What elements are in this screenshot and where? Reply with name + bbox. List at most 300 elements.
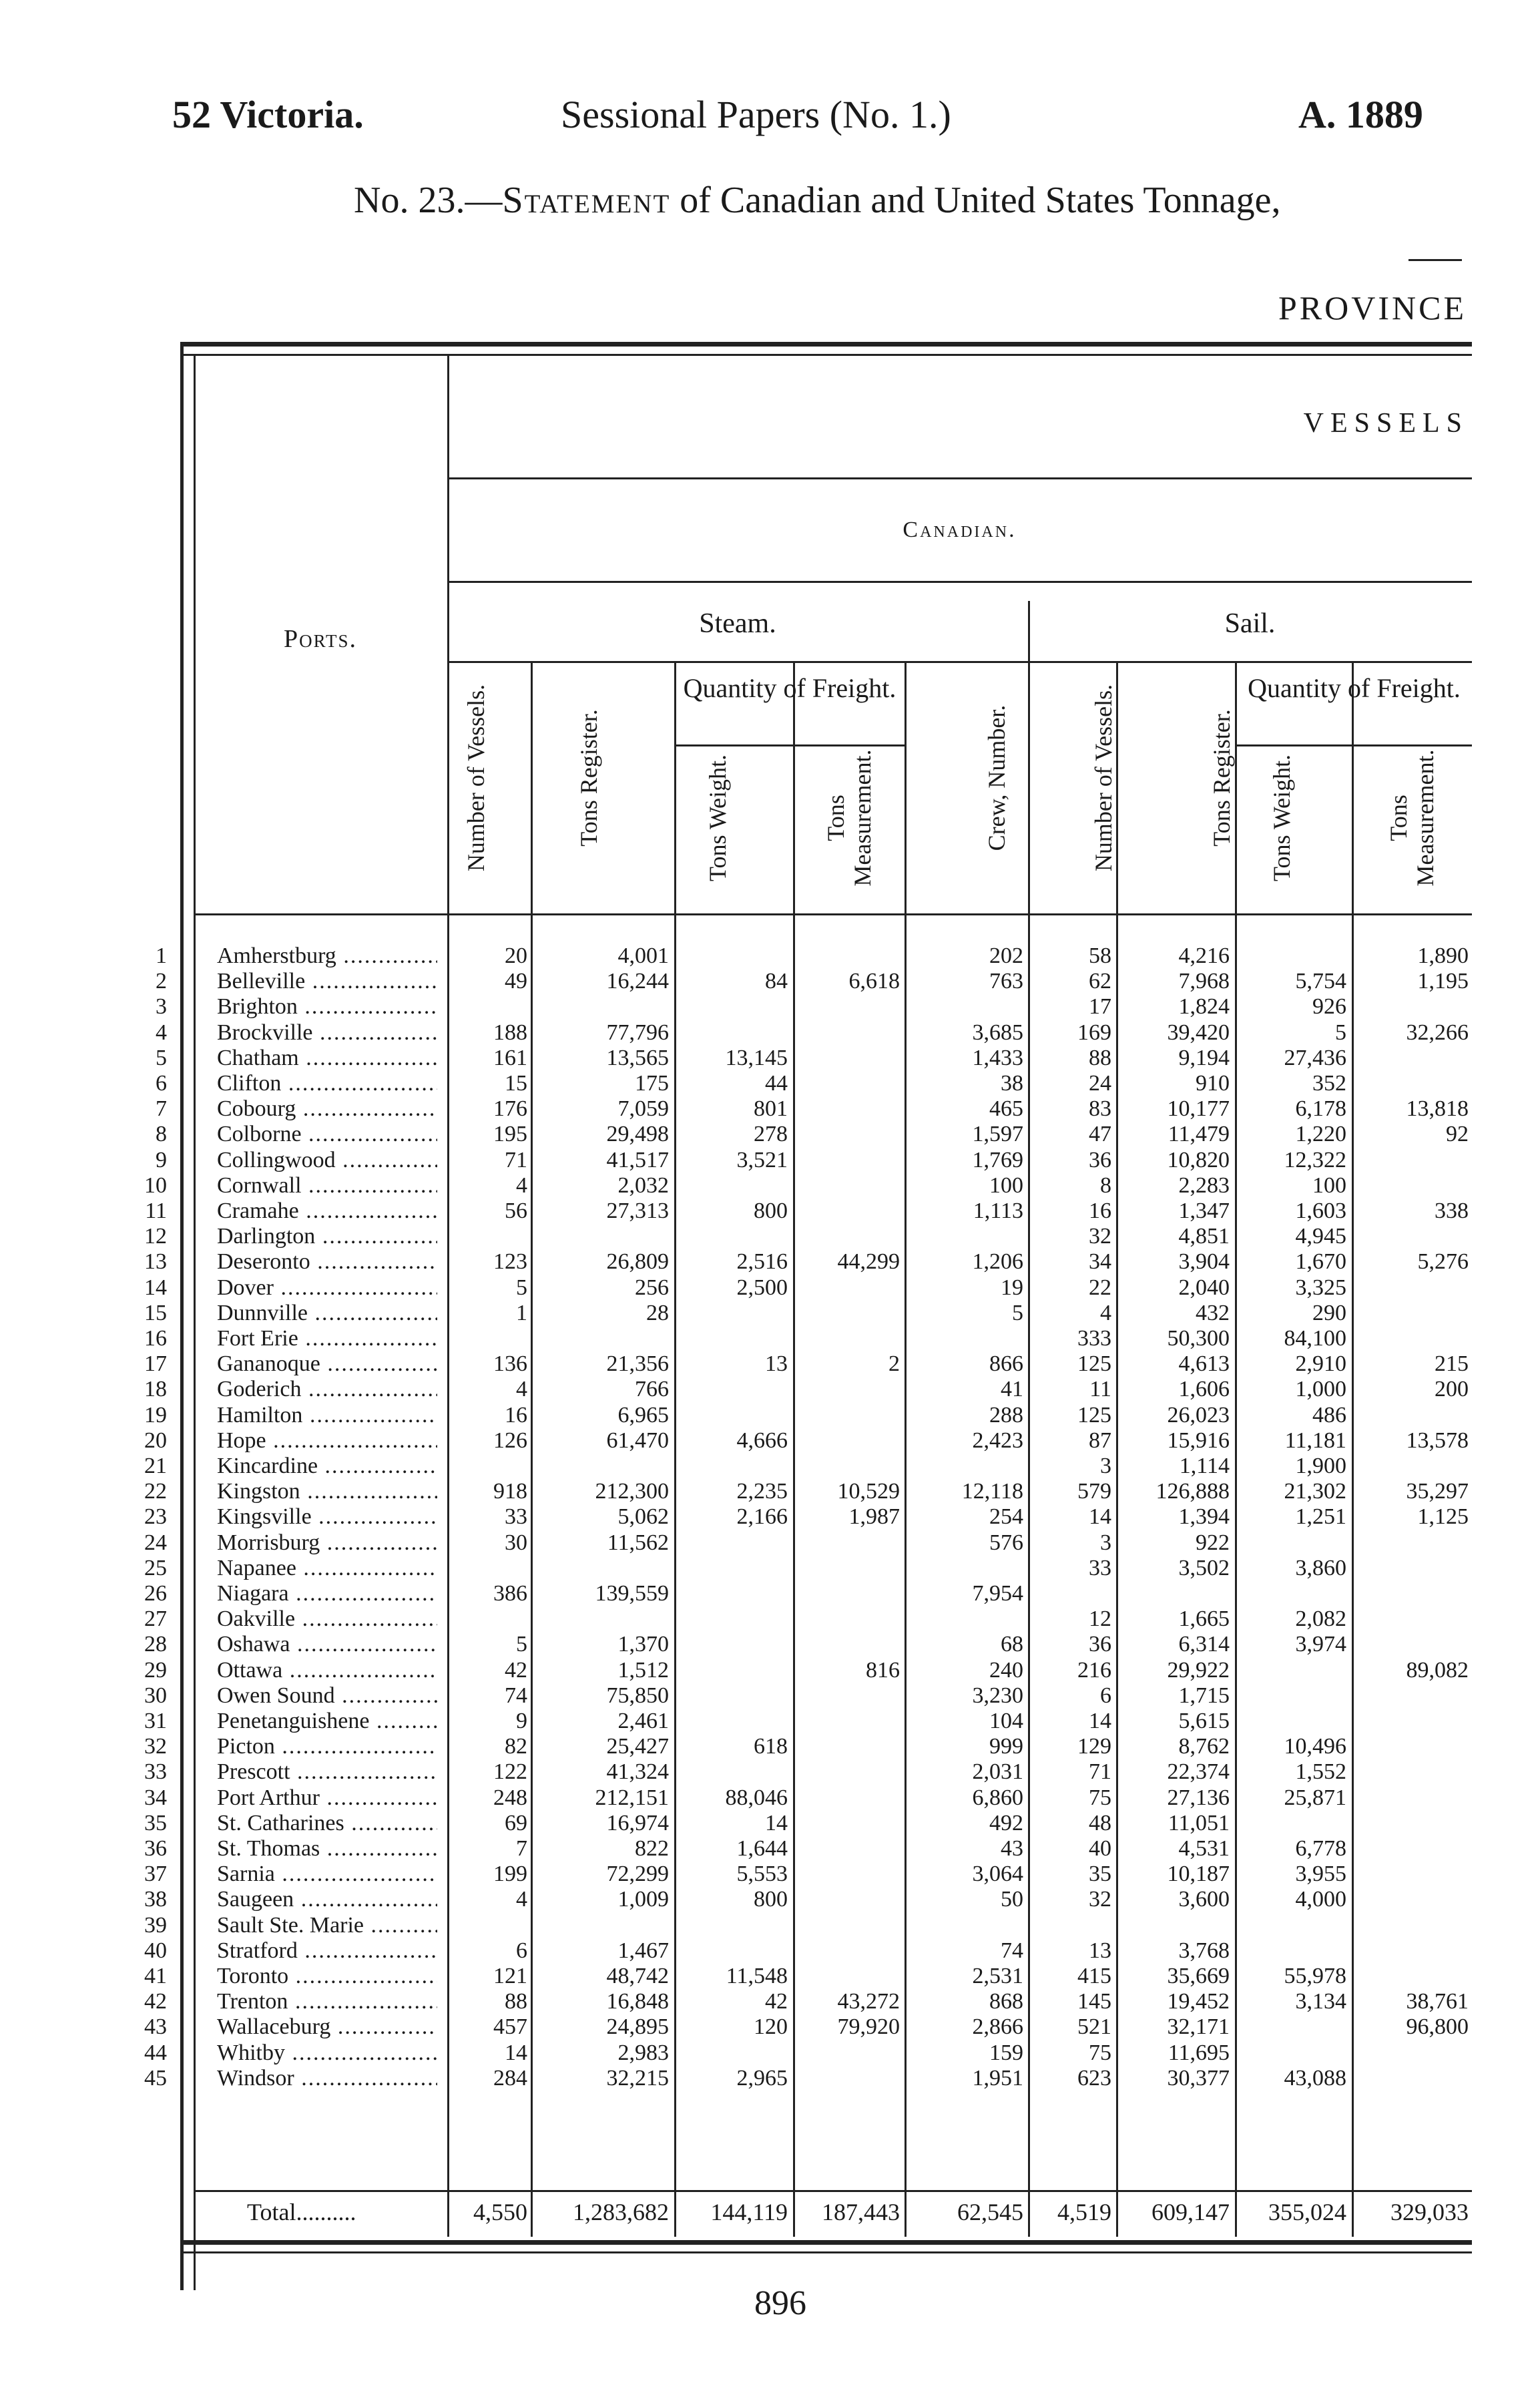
- sail-vessels: 521: [1077, 2014, 1111, 2040]
- table-row: [0, 1734, 1540, 1759]
- sail-tons-register: 4,531: [1178, 1836, 1230, 1861]
- province-heading: PROVINCE: [1278, 289, 1467, 327]
- sail-tons-register: 1,606: [1178, 1377, 1230, 1402]
- row-number: 36: [144, 1836, 167, 1861]
- sail-tons-register: 1,394: [1178, 1504, 1230, 1530]
- row-number: 24: [144, 1530, 167, 1555]
- row-number: 6: [156, 1071, 167, 1096]
- steam-tons-register: 11,562: [607, 1530, 669, 1555]
- port-name: St. Thomas .....: [217, 1836, 437, 1862]
- table-row: [0, 1504, 1540, 1530]
- steam-tons-weight: 120: [754, 2014, 788, 2040]
- steam-tons-register: 24,895: [606, 2014, 669, 2040]
- sail-freight-heading: Quantity of Freight.: [1248, 673, 1461, 703]
- steam-tons-weight: 14: [765, 1810, 788, 1835]
- port-name: Chatham .....: [217, 1046, 437, 1071]
- total-label: Total..........: [247, 2199, 356, 2225]
- steam-tons-weight: 800: [754, 1887, 788, 1912]
- port-name: Oakville .....: [217, 1606, 437, 1632]
- steam-tons-register: 766: [635, 1377, 669, 1402]
- port-name: Ottawa .....: [217, 1658, 437, 1683]
- row-number: 13: [144, 1249, 167, 1275]
- steam-vessels: 30: [505, 1530, 527, 1555]
- row-number: 14: [144, 1275, 167, 1300]
- table-row: [0, 943, 1540, 969]
- sail-tons-weight: 6,178: [1295, 1096, 1346, 1122]
- sail-tons-weight: 926: [1312, 994, 1346, 1020]
- sail-tons-measurement: 338: [1435, 1199, 1469, 1223]
- table-row: [0, 1581, 1540, 1606]
- total-sail-tons-measurement: 329,033: [1390, 2199, 1469, 2225]
- sail-vessels: 125: [1077, 1351, 1111, 1377]
- sail-tons-register: 35,669: [1167, 1964, 1230, 1988]
- steam-vessels: 33: [505, 1504, 527, 1530]
- steam-vessels: 126: [493, 1428, 527, 1453]
- steam-tons-weight: 13: [765, 1351, 788, 1377]
- steam-tons-measurement: 816: [866, 1657, 900, 1683]
- steam-tons-register: 7,059: [617, 1096, 669, 1122]
- steam-tons-weight: 2,965: [736, 2065, 788, 2091]
- steam-vessels: 7: [516, 1836, 527, 1861]
- sail-tons-weight: 4,000: [1295, 1887, 1346, 1912]
- sail-vessels-col-header: Number of Vessels.: [1090, 684, 1117, 872]
- steam-tons-register: 29,498: [606, 1122, 669, 1147]
- steam-vessels: 195: [493, 1122, 527, 1147]
- sail-tons-measurement: 200: [1435, 1377, 1469, 1402]
- sail-vessels: 36: [1089, 1632, 1111, 1657]
- port-name: Dover .....: [217, 1275, 437, 1301]
- steam-tons-register: 256: [635, 1275, 669, 1300]
- sail-vessels: 35: [1089, 1862, 1111, 1887]
- table-row: [0, 994, 1540, 1020]
- steam-tons-weight: 618: [754, 1734, 788, 1759]
- sail-vessels: 16: [1089, 1199, 1111, 1223]
- steam-tons-register: 32,215: [606, 2065, 669, 2091]
- table-row: [0, 969, 1540, 994]
- port-name: Penetanguishene .....: [217, 1709, 437, 1734]
- steam-vessels: 4: [516, 1377, 527, 1402]
- table-row: [0, 1096, 1540, 1122]
- canadian-heading: Canadian.: [903, 517, 1017, 542]
- table-row: [0, 1913, 1540, 1938]
- port-name: Morrisburg .....: [217, 1530, 437, 1556]
- steam-tons-weight: 5,553: [736, 1862, 788, 1887]
- sail-tons-register: 432: [1196, 1300, 1230, 1325]
- sail-tons-register: 3,502: [1178, 1555, 1230, 1580]
- steam-tons-register: 16,848: [606, 1989, 669, 2014]
- row-number: 4: [156, 1020, 167, 1045]
- steam-tons-register: 2,983: [617, 2040, 669, 2065]
- port-name: Collingwood .....: [217, 1148, 437, 1173]
- port-name: Hope .....: [217, 1428, 437, 1454]
- sail-vessels: 75: [1089, 1785, 1111, 1810]
- row-number: 5: [156, 1045, 167, 1070]
- sail-tons-register: 27,136: [1167, 1785, 1230, 1810]
- steam-tons-register: 5,062: [617, 1504, 669, 1530]
- steam-vessels: 42: [505, 1657, 527, 1683]
- row-number: 44: [144, 2040, 167, 2065]
- sail-tons-weight: 25,871: [1284, 1785, 1346, 1810]
- row-number: 19: [144, 1402, 167, 1428]
- table-row: [0, 1122, 1540, 1147]
- sail-tons-register: 11,051: [1168, 1810, 1230, 1835]
- title-rule: [1408, 259, 1462, 261]
- table-row: [0, 1275, 1540, 1301]
- steam-vessels: 56: [505, 1199, 527, 1223]
- sail-vessels: 579: [1077, 1479, 1111, 1504]
- sail-tons-register: 11,695: [1168, 2040, 1230, 2065]
- steam-vessels: 88: [505, 1989, 527, 2014]
- steam-crew: 68: [1001, 1632, 1023, 1657]
- vessels-heading: VESSELS: [1303, 408, 1469, 439]
- row-number: 9: [156, 1147, 167, 1172]
- sail-vessels: 83: [1089, 1096, 1111, 1122]
- steam-vessels: 161: [493, 1045, 527, 1070]
- title-prefix: No. 23.—: [354, 180, 503, 221]
- steam-tons-measurement: 10,529: [837, 1479, 900, 1504]
- port-name: Kincardine .....: [217, 1454, 437, 1479]
- steam-vessels: 199: [493, 1862, 527, 1887]
- steam-vessels: 918: [493, 1479, 527, 1504]
- steam-tons-weight: 3,521: [736, 1147, 788, 1172]
- sail-vessels: 216: [1077, 1657, 1111, 1683]
- port-name: Whitby .....: [217, 2040, 437, 2066]
- steam-tons-register: 77,796: [606, 1020, 669, 1045]
- steam-vessels: 1: [516, 1300, 527, 1325]
- steam-crew: 41: [1001, 1377, 1023, 1402]
- steam-tons-weight: 11,548: [726, 1964, 788, 1988]
- steam-vessels: 71: [505, 1147, 527, 1172]
- sail-tons-register: 19,452: [1167, 1989, 1230, 2014]
- sail-vessels: 8: [1100, 1172, 1111, 1198]
- total-steam-tons-weight: 144,119: [710, 2199, 788, 2225]
- title-statement: Statement: [502, 180, 671, 221]
- row-number: 7: [156, 1096, 167, 1122]
- sail-vessels: 32: [1089, 1224, 1111, 1249]
- port-name: Kingsville .....: [217, 1504, 437, 1530]
- steam-crew: 1,113: [973, 1199, 1023, 1223]
- port-name: Picton .....: [217, 1734, 437, 1759]
- sail-vessels: 3: [1100, 1530, 1111, 1555]
- steam-crew: 465: [989, 1096, 1023, 1122]
- sail-vessels: 17: [1089, 994, 1111, 1020]
- steam-crew: 19: [1001, 1275, 1023, 1300]
- steam-crew: 5: [1012, 1300, 1023, 1325]
- row-number: 37: [144, 1862, 167, 1887]
- steam-vessels: 5: [516, 1275, 527, 1300]
- sail-vessels: 24: [1089, 1071, 1111, 1096]
- sail-vessels: 75: [1089, 2040, 1111, 2065]
- steam-vessels: 14: [505, 2040, 527, 2065]
- sail-vessels: 58: [1089, 943, 1111, 968]
- sail-tons-weight: 3,974: [1295, 1632, 1346, 1657]
- port-name: Oshawa .....: [217, 1632, 437, 1657]
- canadian-rule: [447, 581, 1472, 583]
- steam-tons-register: 2,032: [617, 1172, 669, 1198]
- sail-vessels: 14: [1089, 1504, 1111, 1530]
- port-name: Trenton .....: [217, 1989, 437, 2014]
- sail-tons-register: 1,715: [1178, 1683, 1230, 1708]
- steam-tons-register: 61,470: [606, 1428, 669, 1453]
- table-row: [0, 1887, 1540, 1912]
- row-number: 31: [144, 1709, 167, 1733]
- sail-tons-weight: 1,000: [1295, 1377, 1346, 1402]
- steam-heading: Steam.: [699, 608, 776, 639]
- sail-tons-weight: 5: [1335, 1020, 1346, 1045]
- sail-tons-register: 22,374: [1167, 1759, 1230, 1785]
- sail-tons-weight: 290: [1312, 1300, 1346, 1325]
- sail-vessels: 125: [1077, 1402, 1111, 1428]
- steam-tons-weight: 13,145: [725, 1045, 788, 1070]
- steam-tons-register: 212,300: [595, 1479, 669, 1504]
- sail-tons-register: 1,665: [1178, 1606, 1230, 1632]
- sail-tons-measurement: 92: [1446, 1122, 1469, 1147]
- steam-tons-register: 28: [646, 1300, 669, 1325]
- steam-crew: 50: [1001, 1887, 1023, 1912]
- row-number: 28: [144, 1632, 167, 1657]
- sail-tons-register: 10,177: [1167, 1096, 1230, 1122]
- steam-tons-register: 21,356: [606, 1351, 669, 1377]
- table-row: [0, 1020, 1540, 1046]
- sail-vessels: 623: [1077, 2065, 1111, 2091]
- sail-tons-weight: 10,496: [1284, 1734, 1346, 1759]
- sail-tons-weight: 486: [1312, 1402, 1346, 1428]
- row-number: 40: [144, 1938, 167, 1963]
- sail-tons-weight: 2,082: [1295, 1606, 1346, 1632]
- row-number: 11: [145, 1199, 167, 1223]
- port-name: Stratford .....: [217, 1938, 437, 1964]
- sail-vessels: 22: [1089, 1275, 1111, 1300]
- steam-vessels: 16: [505, 1402, 527, 1428]
- steam-tons-register: 72,299: [606, 1862, 669, 1887]
- table-row: [0, 1351, 1540, 1377]
- steam-tons-register: 16,244: [606, 969, 669, 994]
- sail-vessels: 33: [1089, 1555, 1111, 1580]
- port-name: Amherstburg .....: [217, 943, 437, 969]
- sail-tons-register: 3,904: [1178, 1249, 1230, 1275]
- row-number: 41: [144, 1964, 167, 1988]
- steam-tons-register: 139,559: [595, 1581, 669, 1606]
- sail-tons-register: 50,300: [1167, 1326, 1230, 1351]
- port-name: Saugeen .....: [217, 1887, 437, 1912]
- table-row: [0, 1606, 1540, 1632]
- steam-tons-weight: 2,500: [736, 1275, 788, 1300]
- steam-vessels: 5: [516, 1632, 527, 1657]
- row-number: 27: [144, 1606, 167, 1632]
- sail-tons-register: 32,171: [1167, 2014, 1230, 2040]
- steam-tons-register: 48,742: [606, 1964, 669, 1988]
- steam-crew: 100: [989, 1172, 1023, 1198]
- steam-vessels: 136: [493, 1351, 527, 1377]
- steam-crew: 2,531: [972, 1964, 1023, 1988]
- sail-tons-measurement: 1,195: [1417, 969, 1469, 994]
- steam-vessels: 386: [493, 1581, 527, 1606]
- steam-vessels: 4: [516, 1887, 527, 1912]
- steam-vessels: 6: [516, 1938, 527, 1963]
- row-number: 43: [144, 2014, 167, 2040]
- steam-tons-weight: 800: [754, 1199, 788, 1223]
- steam-crew: 288: [989, 1402, 1023, 1428]
- steam-tons-register: 13,565: [606, 1045, 669, 1070]
- sail-tons-register: 2,040: [1178, 1275, 1230, 1300]
- row-number: 34: [144, 1785, 167, 1810]
- total-top-rule: [194, 2190, 1472, 2192]
- steam-freight-heading: Quantity of Freight.: [683, 673, 896, 703]
- sail-vessels: 40: [1089, 1836, 1111, 1861]
- table-row: [0, 1428, 1540, 1454]
- sail-tons-weight: 21,302: [1284, 1479, 1346, 1504]
- table-row: [0, 2040, 1540, 2066]
- steam-tons-register: 75,850: [606, 1683, 669, 1708]
- steam-crew: 1,951: [972, 2065, 1023, 2091]
- steam-crew-col-header: Crew, Number.: [983, 704, 1010, 851]
- steam-vessels: 9: [516, 1709, 527, 1733]
- table-row: [0, 1377, 1540, 1402]
- port-name: Owen Sound .....: [217, 1683, 437, 1709]
- row-number: 22: [144, 1479, 167, 1504]
- steam-crew: 104: [989, 1709, 1023, 1733]
- steam-crew: 43: [1001, 1836, 1023, 1861]
- steam-vessels: 74: [505, 1683, 527, 1708]
- sail-vessels: 415: [1077, 1964, 1111, 1988]
- table-row: [0, 1071, 1540, 1096]
- sail-tons-weight: 2,910: [1295, 1351, 1346, 1377]
- steam-crew: 999: [989, 1734, 1023, 1759]
- sail-tons-register: 3,768: [1178, 1938, 1230, 1963]
- table-row: [0, 1938, 1540, 1964]
- port-name: Belleville .....: [217, 969, 437, 994]
- steam-crew: 6,860: [972, 1785, 1023, 1810]
- sail-vessels: 34: [1089, 1249, 1111, 1275]
- sail-tons-weight: 12,322: [1284, 1147, 1346, 1172]
- sail-vessels: 6: [1100, 1683, 1111, 1708]
- sail-tons-register: 4,851: [1178, 1224, 1230, 1249]
- sail-tons-measurement-col-header: Tons Measurement.: [1385, 749, 1439, 887]
- sail-vessels: 48: [1089, 1810, 1111, 1835]
- sail-vessels: 14: [1089, 1709, 1111, 1733]
- sail-vessels: 13: [1089, 1938, 1111, 1963]
- steam-tons-register: 27,313: [606, 1199, 669, 1223]
- table-top-rule-2: [180, 354, 1472, 356]
- sail-tons-weight: 6,778: [1295, 1836, 1346, 1861]
- sail-tons-weight: 3,134: [1295, 1989, 1346, 2014]
- sail-tons-measurement: 38,761: [1406, 1989, 1469, 2014]
- steam-tons-register: 25,427: [606, 1734, 669, 1759]
- steam-crew: 1,597: [972, 1122, 1023, 1147]
- sail-vessels: 12: [1089, 1606, 1111, 1632]
- row-number: 21: [144, 1454, 167, 1478]
- steam-tons-weight: 84: [765, 969, 788, 994]
- sail-tons-register: 4,216: [1178, 943, 1230, 968]
- table-row: [0, 1173, 1540, 1199]
- sail-tons-register: 126,888: [1156, 1479, 1230, 1504]
- port-name: Clifton .....: [217, 1071, 437, 1096]
- ports-heading: Ports.: [283, 625, 358, 653]
- steam-tons-register: 4,001: [617, 943, 669, 968]
- steam-vessels: 284: [493, 2065, 527, 2091]
- row-number: 45: [144, 2065, 167, 2091]
- table-row: [0, 2066, 1540, 2091]
- sail-tons-weight: 3,325: [1295, 1275, 1346, 1300]
- table-row: [0, 1249, 1540, 1275]
- steam-crew: 2,866: [972, 2014, 1023, 2040]
- steam-tons-weight: 88,046: [725, 1785, 788, 1810]
- table-row: [0, 1199, 1540, 1224]
- sail-tons-register: 11,479: [1168, 1122, 1230, 1147]
- sail-tons-register: 30,377: [1167, 2065, 1230, 2091]
- table-row: [0, 1148, 1540, 1173]
- sail-tons-measurement: 13,578: [1406, 1428, 1469, 1453]
- steam-tons-weight: 44: [765, 1071, 788, 1096]
- table-row: [0, 1046, 1540, 1071]
- table-row: [0, 1658, 1540, 1683]
- sail-tons-measurement: 215: [1435, 1351, 1469, 1377]
- steam-crew: 1,206: [972, 1249, 1023, 1275]
- sail-tons-register: 1,114: [1179, 1454, 1230, 1478]
- port-name: Prescott .....: [217, 1759, 437, 1785]
- sail-tons-register: 8,762: [1178, 1734, 1230, 1759]
- table-row: [0, 1454, 1540, 1479]
- table-row: [0, 1862, 1540, 1887]
- sail-tons-register: 2,283: [1178, 1172, 1230, 1198]
- sail-tons-weight: 1,251: [1295, 1504, 1346, 1530]
- total-steam-vessels: 4,550: [473, 2199, 527, 2225]
- sail-tons-weight: 5,754: [1295, 969, 1346, 994]
- steam-tons-weight: 278: [754, 1122, 788, 1147]
- table-row: [0, 1403, 1540, 1428]
- steam-crew: 240: [989, 1657, 1023, 1683]
- port-name: Windsor .....: [217, 2066, 437, 2091]
- sail-tons-weight-col-header: Tons Weight.: [1268, 754, 1295, 881]
- table-row: [0, 1479, 1540, 1504]
- table-row: [0, 2014, 1540, 2040]
- steam-vessels: 4: [516, 1172, 527, 1198]
- steam-tons-measurement: 2: [888, 1351, 900, 1377]
- port-name: Brockville .....: [217, 1020, 437, 1046]
- table-row: [0, 1632, 1540, 1657]
- steam-tons-register: 6,965: [617, 1402, 669, 1428]
- port-name: Brighton .....: [217, 994, 437, 1020]
- page-title: [354, 179, 1280, 222]
- row-number: 20: [144, 1428, 167, 1453]
- sail-tons-register: 10,820: [1167, 1147, 1230, 1172]
- table-row: [0, 1556, 1540, 1581]
- sail-vessels: 62: [1089, 969, 1111, 994]
- steam-crew: 763: [989, 969, 1023, 994]
- row-number: 26: [144, 1581, 167, 1606]
- sail-vessels: 145: [1077, 1989, 1111, 2014]
- sail-tons-measurement: 96,800: [1406, 2014, 1469, 2040]
- total-sail-tons-register: 609,147: [1151, 2199, 1230, 2225]
- port-name: Colborne .....: [217, 1122, 437, 1147]
- steam-vessels: 69: [505, 1810, 527, 1835]
- steam-tons-weight: 4,666: [736, 1428, 788, 1453]
- row-number: 29: [144, 1657, 167, 1683]
- steam-tons-measurement: 79,920: [837, 2014, 900, 2040]
- steam-sail-rule: [447, 661, 1472, 663]
- steam-tons-measurement-col-header: Tons Measurement.: [822, 749, 876, 887]
- steam-tons-register: 1,467: [617, 1938, 669, 1963]
- sail-tons-measurement: 89,082: [1406, 1657, 1469, 1683]
- steam-crew: 492: [989, 1810, 1023, 1835]
- sail-vessels: 71: [1089, 1759, 1111, 1785]
- steam-vessels: 248: [493, 1785, 527, 1810]
- total-steam-tons-measurement: 187,443: [822, 2199, 900, 2225]
- row-number: 32: [144, 1734, 167, 1759]
- header-left: 52 Victoria.: [172, 93, 364, 136]
- sail-tons-register: 26,023: [1167, 1402, 1230, 1428]
- steam-crew: 1,433: [972, 1045, 1023, 1070]
